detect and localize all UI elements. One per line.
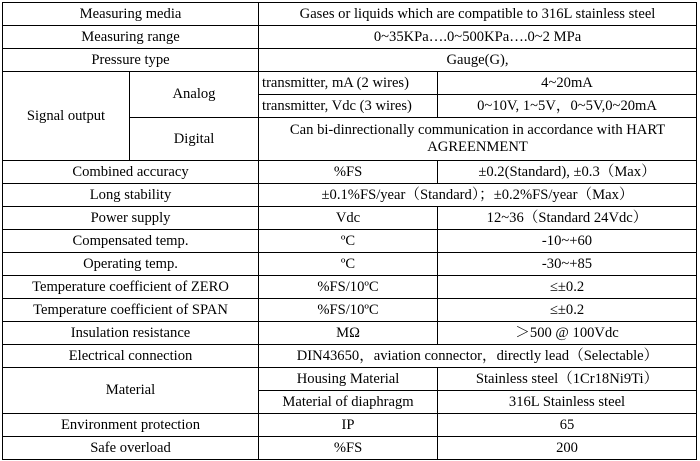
- value-digital: Can bi-dinrectionally communication in accordance with HART AGREENMENT: [259, 118, 697, 161]
- value-combined-accuracy: ±0.2(Standard), ±0.3（Max）: [438, 161, 697, 184]
- label-temp-coeff-zero: Temperature coefficient of ZERO: [3, 276, 259, 299]
- analog-ma-type: transmitter, mA (2 wires): [259, 72, 438, 95]
- unit-temp-coeff-span: %FS/10ºC: [259, 299, 438, 322]
- table-row: [3, 161, 697, 184]
- analog-vdc-type: transmitter, Vdc (3 wires): [259, 95, 438, 118]
- value-operating-temp: -30~+85: [438, 253, 697, 276]
- table-row: [3, 368, 697, 391]
- table-row: [3, 437, 697, 460]
- label-material: Material: [3, 368, 259, 414]
- table-row: [3, 184, 697, 207]
- table-row: [3, 26, 697, 49]
- label-operating-temp: Operating temp.: [3, 253, 259, 276]
- label-insulation-resistance: Insulation resistance: [3, 322, 259, 345]
- label-safe-overload: Safe overload: [3, 437, 259, 460]
- label-digital: Digital: [130, 118, 259, 161]
- table-row: [3, 253, 697, 276]
- label-measuring-media: Measuring media: [3, 3, 259, 26]
- table-row: [3, 3, 697, 26]
- value-safe-overload: 200: [438, 437, 697, 460]
- table-row: [3, 414, 697, 437]
- unit-safe-overload: %FS: [259, 437, 438, 460]
- value-power-supply: 12~36（Standard 24Vdc）: [438, 207, 697, 230]
- unit-temp-coeff-zero: %FS/10ºC: [259, 276, 438, 299]
- table-row: [3, 322, 697, 345]
- value-electrical-connection: DIN43650，aviation connector，directly lead（Selectable）: [259, 345, 697, 368]
- value-temp-coeff-span: ≤±0.2: [438, 299, 697, 322]
- unit-compensated-temp: ºC: [259, 230, 438, 253]
- label-signal-output: Signal output: [3, 72, 130, 161]
- unit-environment-protection: IP: [259, 414, 438, 437]
- table-row: [3, 230, 697, 253]
- unit-combined-accuracy: %FS: [259, 161, 438, 184]
- label-long-stability: Long stability: [3, 184, 259, 207]
- label-diaphragm-material: Material of diaphragm: [259, 391, 438, 414]
- label-pressure-type: Pressure type: [3, 49, 259, 72]
- table-row: [3, 276, 697, 299]
- label-measuring-range: Measuring range: [3, 26, 259, 49]
- value-pressure-type: Gauge(G),: [259, 49, 697, 72]
- analog-vdc-value: 0~10V, 1~5V，0~5V,0~20mA: [438, 95, 697, 118]
- value-housing-material: Stainless steel（1Cr18Ni9Ti）: [438, 368, 697, 391]
- value-compensated-temp: -10~+60: [438, 230, 697, 253]
- label-combined-accuracy: Combined accuracy: [3, 161, 259, 184]
- value-diaphragm-material: 316L Stainless steel: [438, 391, 697, 414]
- label-compensated-temp: Compensated temp.: [3, 230, 259, 253]
- value-measuring-media: Gases or liquids which are compatible to 316L stainless steel: [259, 3, 697, 26]
- label-analog: Analog: [130, 72, 259, 118]
- unit-insulation-resistance: MΩ: [259, 322, 438, 345]
- spec-table: [2, 2, 697, 460]
- value-environment-protection: 65: [438, 414, 697, 437]
- table-row: [3, 207, 697, 230]
- label-housing-material: Housing Material: [259, 368, 438, 391]
- label-power-supply: Power supply: [3, 207, 259, 230]
- unit-operating-temp: ºC: [259, 253, 438, 276]
- analog-ma-value: 4~20mA: [438, 72, 697, 95]
- table-row: [3, 49, 697, 72]
- unit-power-supply: Vdc: [259, 207, 438, 230]
- table-row: [3, 345, 697, 368]
- table-row: [3, 299, 697, 322]
- value-temp-coeff-zero: ≤±0.2: [438, 276, 697, 299]
- value-insulation-resistance: ＞500 @ 100Vdc: [438, 322, 697, 345]
- value-measuring-range: 0~35KPa….0~500KPa….0~2 MPa: [259, 26, 697, 49]
- label-temp-coeff-span: Temperature coefficient of SPAN: [3, 299, 259, 322]
- label-environment-protection: Environment protection: [3, 414, 259, 437]
- table-row: [3, 72, 697, 95]
- value-long-stability: ±0.1%FS/year（Standard）；±0.2%FS/year（Max）: [259, 184, 697, 207]
- label-electrical-connection: Electrical connection: [3, 345, 259, 368]
